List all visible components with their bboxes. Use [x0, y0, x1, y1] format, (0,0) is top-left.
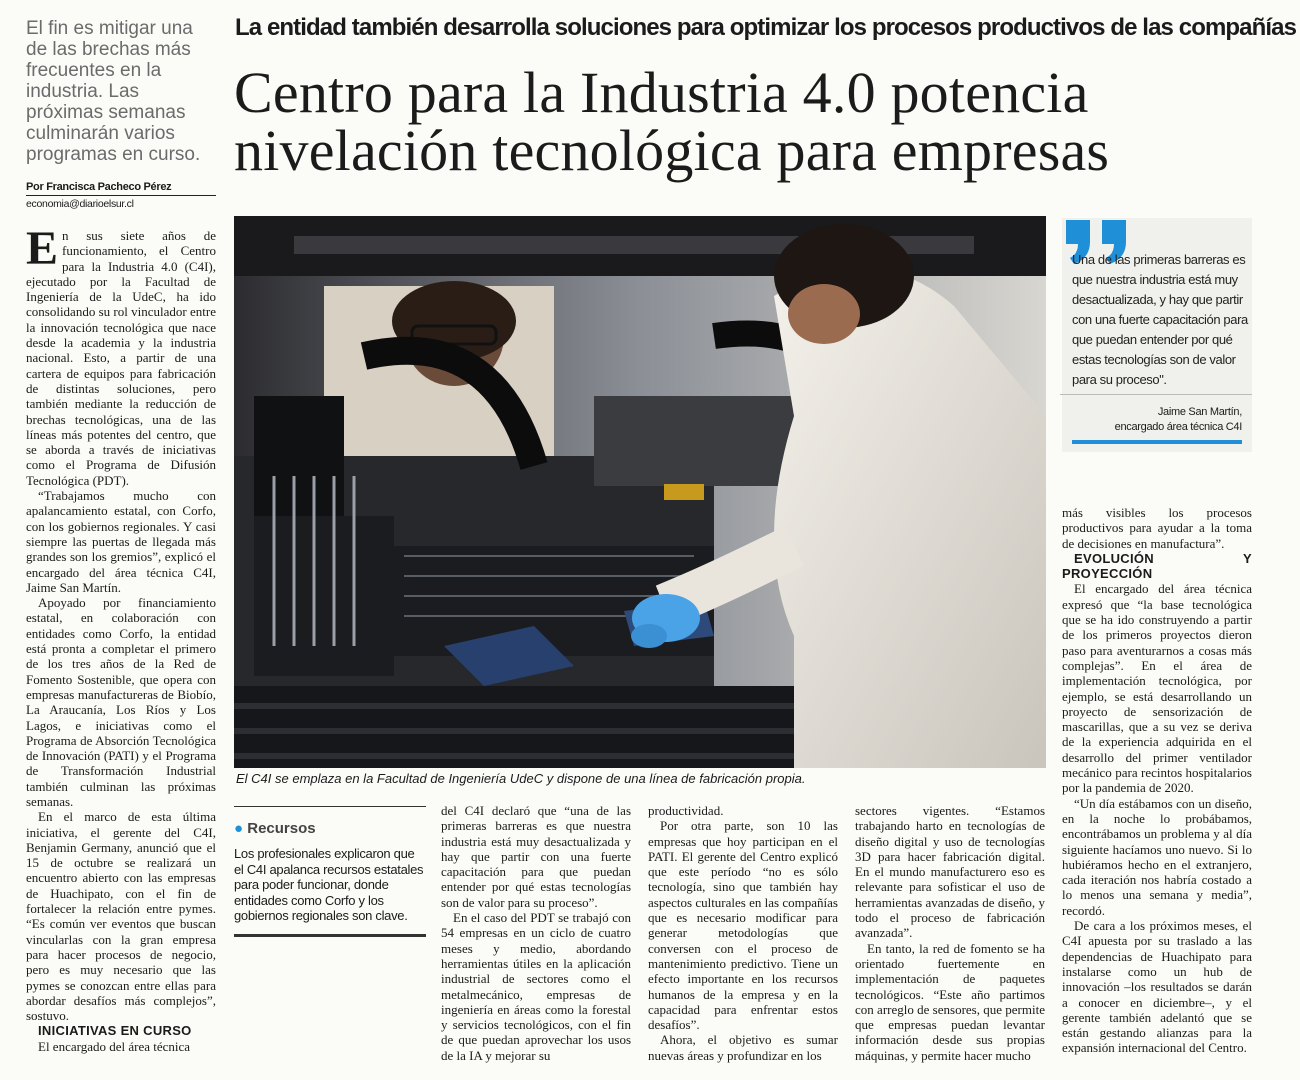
- sidebar-text: Los profesionales explicaron que el C4I apalanca recursos estatales para poder funcionar, donde entidades como Corfo y los gobiernos regionales son clave.: [234, 846, 424, 923]
- paragraph: El encargado del área técnica: [38, 1038, 191, 1054]
- dropcap: E: [26, 228, 59, 275]
- paragraph: “Un día estábamos con un diseño, en la noche lo probábamos, encontrábamos un problema y al día siguiente hacíamos uno nuevo. Si lo hubiéramos hecho en el extranjero, cada iteración nos habría costado a lo menos una semana y media”, recordó.: [1062, 795, 1252, 918]
- paragraph: De cara a los próximos meses, el C4I apuesta por su traslado a las dependencias de Huachipato para instalarse como un hub de innovación –los resultados se darán a conocer en diciembre–, y el gerente también adelantó que se están gestando alianzas para la expansión internacional del Centro.: [1062, 918, 1252, 1056]
- sidebar-recursos: [234, 806, 426, 936]
- article-column-1: [26, 228, 216, 1073]
- sidebar-top-rule: [234, 806, 426, 807]
- paragraph: Apoyado por financiamiento estatal, en colaboración con entidades como Corfo, la entidad está pronta a completar el primero de los tres años de la Red de Fomento Sostenible, que opera con empresas manufactureras de Biobío, La Araucanía, Los Ríos y Los Lagos, e iniciativas como el Programa de Absorción Tecnológica de Innovación (PATI) y el Programa de Transformación Industrial también culminan las próximas semanas.: [26, 595, 216, 809]
- kicker: La entidad también desarrolla soluciones para optimizar los procesos productivos de las compañías: [235, 14, 1297, 41]
- byline-rule: [26, 195, 216, 196]
- article-column-5: [855, 803, 1045, 1073]
- subhead: EVOLUCIÓN Y PROYECCIÓN: [1062, 550, 1252, 582]
- paragraph: El encargado del área técnica expresó que “la base tecnológica que se ha ido construyendo a partir de los primeros proyectos dieron paso para aventurarnos a cosas más complejas”. En el área de implementación tecnológica, por ejemplo, se está desarrollando un proyecto de sensorización de mascarillas, que a su vez se deriva de la experiencia adquirida en el desarrollo del primer ventilador mecánico para recintos hospitalarios por la pandemia de 2020.: [1062, 581, 1252, 796]
- pull-quote-divider: [1060, 394, 1252, 395]
- lead-summary: El fin es mitigar una de las brechas más frecuentes en la industria. Las próximas semanas culminarán varios programas en curso.: [26, 18, 201, 165]
- byline-email: economia@diarioelsur.cl: [26, 198, 134, 210]
- pull-quote-role: encargado área técnica C4I: [1114, 421, 1242, 433]
- paragraph: más visibles los procesos productivos para ayudar a la toma de decisiones en manufactura”.: [1062, 505, 1252, 551]
- headline-line-2: nivelación tecnológica para empresas: [234, 118, 1110, 183]
- pull-quote-text: Una de las primeras barreras es que nuestra industria está muy desactualizada, y hay que partir con una fuerte capacitación para que puedan entender por qué estas tecnologías son de valor para su proceso".: [1072, 252, 1248, 387]
- sidebar-title: ● Recursos: [234, 820, 316, 837]
- subhead: INICIATIVAS EN CURSO: [38, 1023, 192, 1039]
- paragraph: En tanto, la red de fomento se ha orientado fuertemente en implementación de paquetes tecnológicos. “Este año partimos con arreglo de sensores, que permite que empresas puedan levantar información desde sus propias máquinas, y permite hacer mucho: [855, 940, 1045, 1063]
- pull-quote: [1062, 218, 1252, 452]
- article-column-6: [1062, 505, 1252, 1073]
- byline-author: Por Francisca Pacheco Pérez: [26, 181, 172, 193]
- headline: [234, 60, 1294, 183]
- sidebar-bottom-rule: [234, 934, 426, 937]
- headline-line-1: Centro para la Industria 4.0 potencia: [234, 60, 1089, 125]
- photo-caption: El C4I se emplaza en la Facultad de Ingeniería UdeC y dispone de una línea de fabricación propia.: [236, 771, 806, 786]
- paragraph: sectores vigentes. “Estamos trabajando harto en tecnologías de diseño digital y uso de tecnologías 3D para hacer fabricación digital. En el mundo manufacturero eso es relevante para sofisticar el uso de herramientas avanzadas de diseño, y todo el proceso de fabricación avanzada”.: [855, 803, 1045, 941]
- paragraph: Ahora, el objetivo es sumar nuevas áreas y profundizar en los: [648, 1032, 838, 1063]
- article-column-4: [648, 803, 838, 1073]
- paragraph: Por otra parte, son 10 las empresas que hoy participan en el PATI. El gerente del Centro explicó que este período “no es sólo tecnología, sino que también hay aspectos culturales en las compañías que es necesario modificar para generar metodologías que conversen con el proceso de mantenimiento predictivo. Tiene un efecto importante en los recursos humanos de la empresa y en la capacidad para enfrentar estos desafíos”.: [648, 818, 838, 1033]
- paragraph: “Trabajamos mucho con apalancamiento estatal, con Corfo, con los gobiernos regionales. Y casi siempre las puertas de llegada más grandes son los gremios”, explicó el encargado del área técnica C4I, Jaime San Martín.: [26, 488, 216, 595]
- pull-quote-accent-bar: [1072, 440, 1242, 444]
- bullet-icon: ●: [234, 820, 244, 837]
- paragraph: productividad.: [648, 803, 724, 818]
- paragraph: En el marco de esta última iniciativa, el gerente del C4I, Benjamin Germany, anunció que el 15 de octubre se realizará un encuentro abierto con las empresas de Huachipato, con el fin de fortalecer la relación entre pymes. “Es común ver eventos que buscan vincularlas con la gran empresa para hacer procesos de negocio, pero es muy necesario que las pymes se conozcan entre ellas para abordar desafíos más complejos”, sostuvo.: [26, 809, 216, 1024]
- paragraph: n sus siete años de funcionamiento, el Centro para la Industria 4.0 (C4I), ejecutado por la Facultad de Ingeniería de la UdeC, ha ido consolidando su rol vinculador entre la innovación tecnológica que nace desde la academia y la industria nacional. Esto, a partir de una cartera de equipos para fabricación de distintas soluciones, pero también mediante la reducción de brechas tecnológicas, una de las líneas más potentes del centro, que se aborda a través de iniciativas como el Programa de Difusión Tecnológica (PDT).: [26, 228, 216, 488]
- pull-quote-author: Jaime San Martín,: [1157, 406, 1242, 418]
- lab-photo-illustration: [234, 216, 1046, 768]
- paragraph: En el caso del PDT se trabajó con 54 empresas en un ciclo de cuatro meses y medio, abordando herramientas útiles en la aplicación industrial de sectores como el metalmecánico, empresas de ingeniería en áreas como la forestal y servicios tecnológicos, con el fin de que puedan aprovechar los usos de la IA y mejorar su: [441, 910, 631, 1063]
- photo: [234, 216, 1046, 768]
- paragraph: del C4I declaró que “una de las primeras barreras es que nuestra industria está muy desactualizada y hay que partir con una fuerte capacitación para que puedan entender por qué estas tecnologías son de valor para su proceso”.: [441, 803, 631, 910]
- article-column-3: [441, 803, 631, 1073]
